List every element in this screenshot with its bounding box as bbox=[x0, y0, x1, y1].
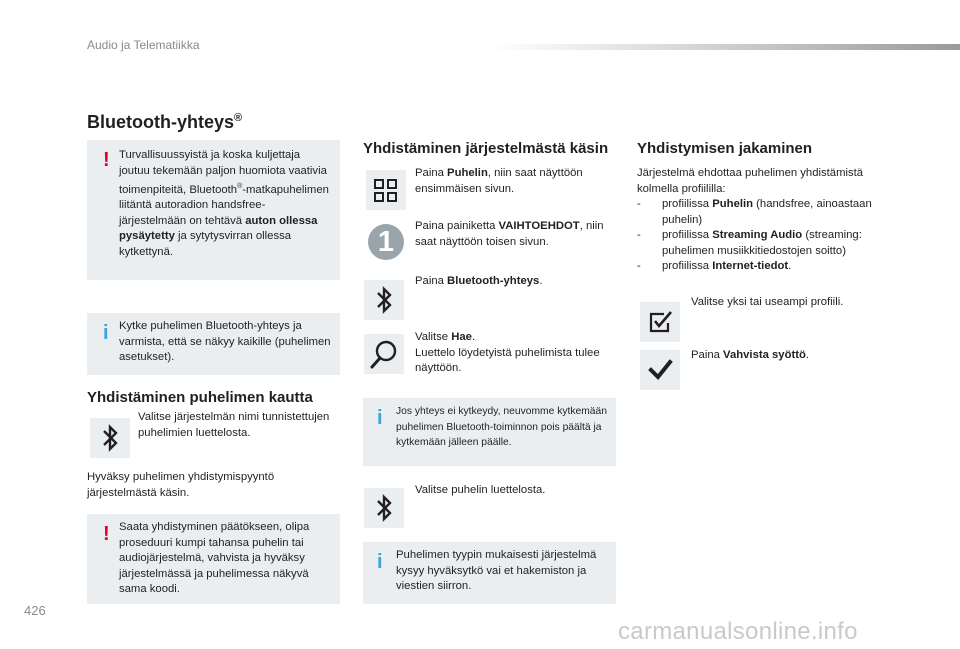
warning-box bbox=[87, 514, 340, 604]
apps-grid-icon bbox=[366, 170, 406, 210]
section-heading: Yhdistymisen jakaminen bbox=[637, 140, 813, 157]
info-box bbox=[363, 542, 616, 604]
warning-text: Saata yhdistyminen päätökseen, olipa proseduuri kumpi tahansa puhelin tai audiojärjestelmä, vahvista ja hyväksy järjestelmässä ja puhelimessa näkyvä sama koodi. bbox=[119, 521, 310, 595]
page-title: Bluetooth-yhteys® bbox=[87, 112, 243, 132]
warning-text: Turvallisuussyistä ja koska kuljettaja joutuu tekemään paljon huomiota vaativia toimenpiteitä, Bluetooth®-matkapuhelimen liitäntä autoradion handsfree-järjestelmään on tehtävä auton ollessa pysäytetty ja sytytysvirran ollessa kytkettynä. bbox=[119, 149, 329, 258]
search-icon bbox=[364, 334, 404, 374]
info-icon: i bbox=[377, 551, 383, 573]
bluetooth-icon bbox=[364, 280, 404, 320]
bluetooth-icon bbox=[90, 418, 130, 458]
info-icon: i bbox=[377, 407, 383, 429]
step-text: Valitse puhelin luettelosta. bbox=[415, 484, 546, 496]
page-number: 426 bbox=[24, 603, 46, 618]
watermark: carmanualsonline.info bbox=[618, 618, 858, 645]
step-text: Paina Vahvista syöttö. bbox=[691, 349, 810, 361]
info-box bbox=[87, 313, 340, 375]
warning-box bbox=[87, 140, 340, 280]
info-text: Jos yhteys ei kytkeydy, neuvomme kytkemään puhelimen Bluetooth-toiminnon pois päältä ja kytkemään jälleen päälle. bbox=[396, 406, 607, 448]
info-icon: i bbox=[103, 322, 109, 344]
checkbox-icon bbox=[640, 302, 680, 342]
warning-icon: ! bbox=[103, 149, 110, 171]
bluetooth-icon bbox=[364, 488, 404, 528]
step-text: Paina painiketta VAIHTOEHDOT, niin saat näyttöön toisen sivun. bbox=[415, 220, 604, 248]
accept-text: Hyväksy puhelimen yhdistymispyyntö järjestelmästä käsin. bbox=[87, 471, 275, 499]
warning-icon: ! bbox=[103, 523, 110, 545]
profile-list bbox=[637, 197, 899, 275]
info-text: Puhelimen tyypin mukaisesti järjestelmä kysyy hyväksytkö vai et hakemiston ja viestien siirron. bbox=[396, 549, 597, 592]
list-item: - profiilissa Puhelin (handsfree, ainoastaan puhelin) bbox=[637, 197, 899, 228]
section-heading: Yhdistäminen järjestelmästä käsin bbox=[363, 140, 609, 157]
section-heading: Yhdistäminen puhelimen kautta bbox=[87, 389, 313, 406]
list-item: - profiilissa Internet-tiedot. bbox=[637, 259, 899, 275]
step-text: Valitse Hae. Luettelo löydetyistä puhelimista tulee näyttöön. bbox=[415, 331, 600, 374]
list-item: - profiilissa Streaming Audio (streaming: puhelimen musiikkitiedostojen soitto) bbox=[637, 228, 899, 259]
step-text: Paina Puhelin, niin saat näyttöön ensimmäisen sivun. bbox=[415, 167, 583, 195]
step-text: Valitse yksi tai useampi profiili. bbox=[691, 296, 844, 308]
info-text: Kytke puhelimen Bluetooth-yhteys ja varmista, että se näkyy kaikille (puhelimen asetukset). bbox=[119, 320, 331, 363]
step-number-badge: 1 bbox=[368, 224, 404, 260]
step-text: Paina Bluetooth-yhteys. bbox=[415, 275, 543, 287]
section-label: Audio ja Telematiikka bbox=[87, 38, 200, 52]
intro-text: Järjestelmä ehdottaa puhelimen yhdistämistä kolmella profiililla: bbox=[637, 167, 864, 195]
header-bar bbox=[490, 44, 960, 50]
step-text: Valitse järjestelmän nimi tunnistettujen puhelimien luettelosta. bbox=[138, 411, 330, 439]
info-box bbox=[363, 398, 616, 466]
checkmark-icon bbox=[640, 350, 680, 390]
